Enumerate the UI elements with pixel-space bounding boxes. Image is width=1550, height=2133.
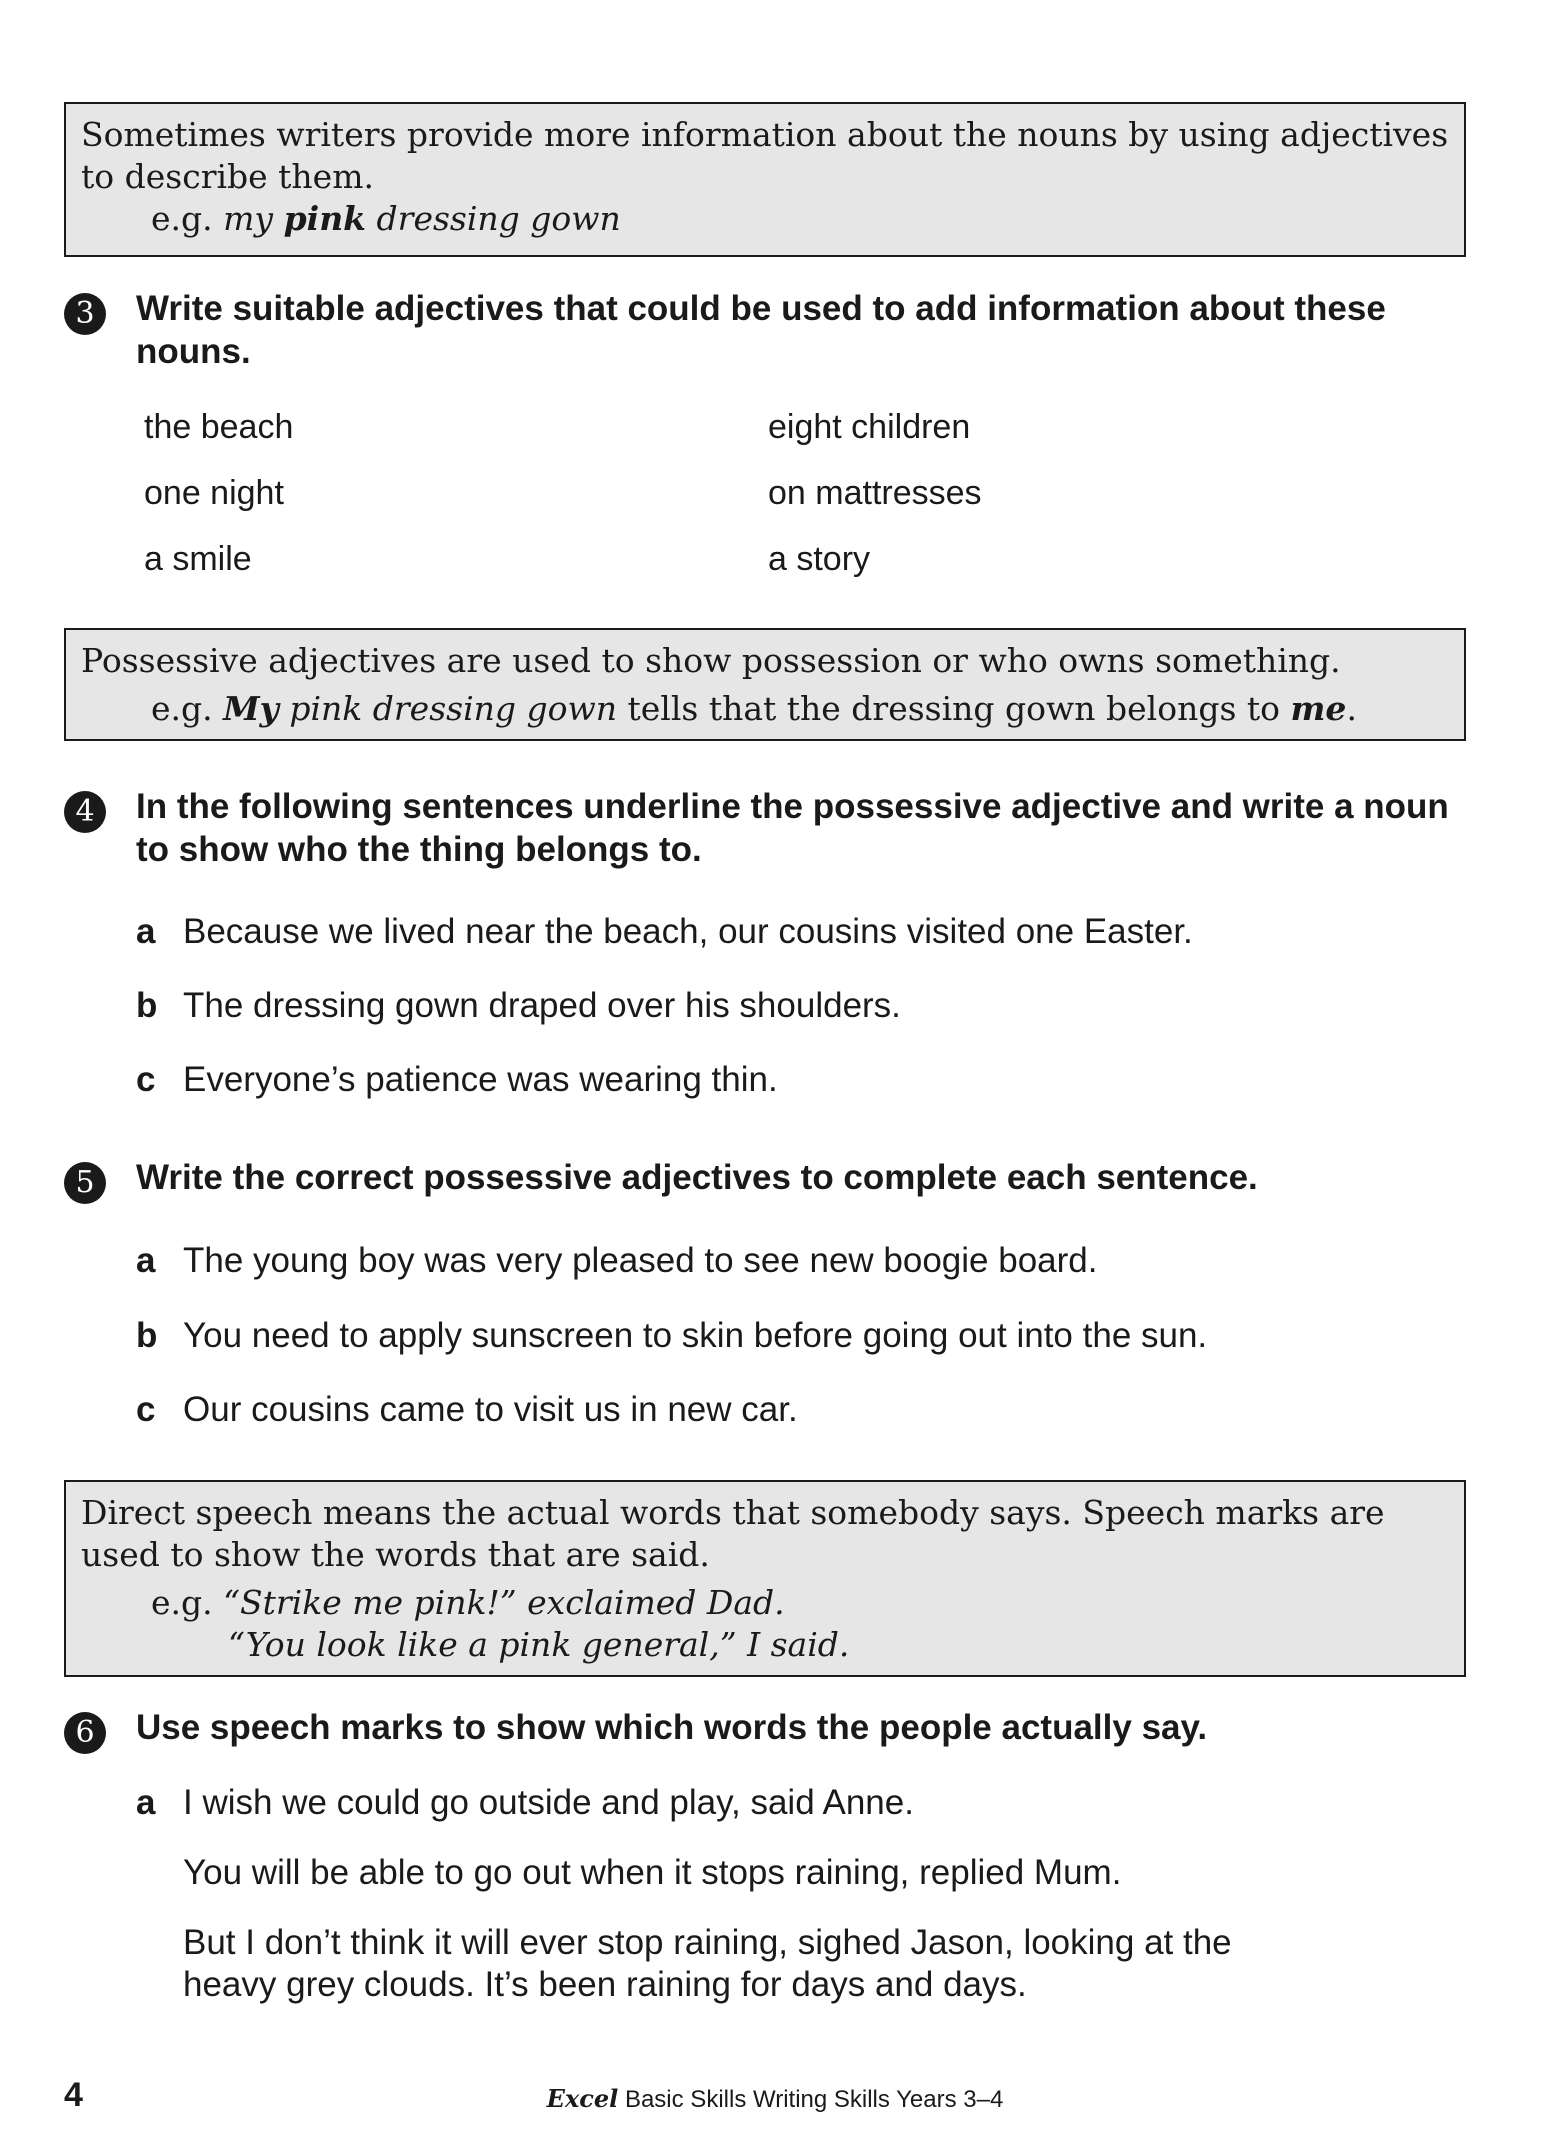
sentence-item bbox=[136, 1389, 1436, 1431]
item-text: The dressing gown draped over his shoulders. bbox=[183, 986, 901, 1025]
eg-line1: “Strike me pink!” exclaimed Dad. bbox=[223, 1583, 785, 1622]
item-text: I wish we could go outside and play, said Anne. bbox=[183, 1783, 914, 1822]
eg-bold: My bbox=[223, 689, 279, 728]
eg-label: e.g. bbox=[151, 199, 213, 238]
sentence-item bbox=[136, 985, 1436, 1027]
noun-item: on mattresses bbox=[768, 474, 982, 512]
info-box-direct-speech bbox=[64, 1480, 1466, 1677]
example-line bbox=[81, 1582, 1450, 1624]
question-prompt: Write suitable adjectives that could be used to add information about these nouns. bbox=[136, 289, 1386, 371]
item-letter: b bbox=[136, 1316, 158, 1355]
book-title: Basic Skills Writing Skills Years 3–4 bbox=[624, 2086, 1004, 2113]
eg-post: dressing gown bbox=[376, 199, 621, 238]
item-letter: a bbox=[136, 1241, 156, 1280]
eg-pre: my bbox=[223, 199, 274, 238]
item-text: Because we lived near the beach, our cousins visited one Easter. bbox=[183, 912, 1193, 951]
sentence-item bbox=[136, 1782, 1436, 1824]
question-prompt: Use speech marks to show which words the people actually say. bbox=[136, 1708, 1208, 1747]
question-number: 3 bbox=[64, 293, 106, 335]
sentence-item bbox=[136, 911, 1436, 953]
example-line bbox=[81, 198, 1450, 240]
noun-item: eight children bbox=[768, 408, 971, 446]
page-number: 4 bbox=[64, 2076, 83, 2114]
item-text: The young boy was very pleased to see new boogie board. bbox=[183, 1241, 1098, 1280]
sentence-item bbox=[136, 1240, 1436, 1282]
eg-mid: tells that the dressing gown belongs to bbox=[627, 689, 1281, 728]
eg-line2: “You look like a pink general,” I said. bbox=[228, 1625, 850, 1664]
item-text: You need to apply sunscreen to skin before going out into the sun. bbox=[183, 1316, 1208, 1355]
sentence-item bbox=[136, 1059, 1436, 1101]
item-letter: c bbox=[136, 1060, 156, 1099]
sentence-line: You will be able to go out when it stops raining, replied Mum. bbox=[183, 1853, 1122, 1892]
eg-bold: pink bbox=[283, 199, 367, 238]
example-line bbox=[81, 688, 1450, 730]
sentence-item bbox=[136, 1315, 1436, 1357]
question-prompt: In the following sentences underline the possessive adjective and write a noun to show who the thing belongs to. bbox=[136, 787, 1449, 869]
noun-item: a smile bbox=[144, 540, 252, 578]
question-number: 6 bbox=[64, 1712, 106, 1754]
sentence-line: But I don’t think it will ever stop raining, sighed Jason, looking at the heavy grey clouds. It’s been raining for days and days. bbox=[183, 1923, 1232, 2004]
eg-end: . bbox=[1346, 689, 1357, 728]
info-text: Direct speech means the actual words that somebody says. Speech marks are used to show the words that are said. bbox=[81, 1493, 1385, 1574]
eg-bold2: me bbox=[1290, 689, 1347, 728]
info-text: Possessive adjectives are used to show possession or who owns something. bbox=[81, 641, 1341, 680]
eg-italic: pink dressing gown bbox=[289, 689, 617, 728]
noun-item: one night bbox=[144, 474, 284, 512]
item-letter: b bbox=[136, 986, 158, 1025]
info-text: Sometimes writers provide more information about the nouns by using adjectives to describe them. bbox=[81, 115, 1449, 196]
info-box-adjectives bbox=[64, 102, 1466, 257]
eg-label: e.g. bbox=[151, 1583, 213, 1622]
item-letter: c bbox=[136, 1390, 156, 1429]
noun-item: the beach bbox=[144, 408, 294, 446]
item-letter: a bbox=[136, 1783, 156, 1822]
item-letter: a bbox=[136, 912, 156, 951]
eg-label: e.g. bbox=[151, 689, 213, 728]
question-number: 5 bbox=[64, 1162, 106, 1204]
info-box-possessive bbox=[64, 628, 1466, 741]
brand-name: Excel bbox=[546, 2084, 619, 2113]
footer-title bbox=[0, 2084, 1550, 2114]
item-text: Our cousins came to visit us in new car. bbox=[183, 1390, 798, 1429]
question-number: 4 bbox=[64, 791, 106, 833]
question-prompt: Write the correct possessive adjectives to complete each sentence. bbox=[136, 1158, 1258, 1197]
noun-item: a story bbox=[768, 540, 871, 578]
item-text: Everyone’s patience was wearing thin. bbox=[183, 1060, 778, 1099]
